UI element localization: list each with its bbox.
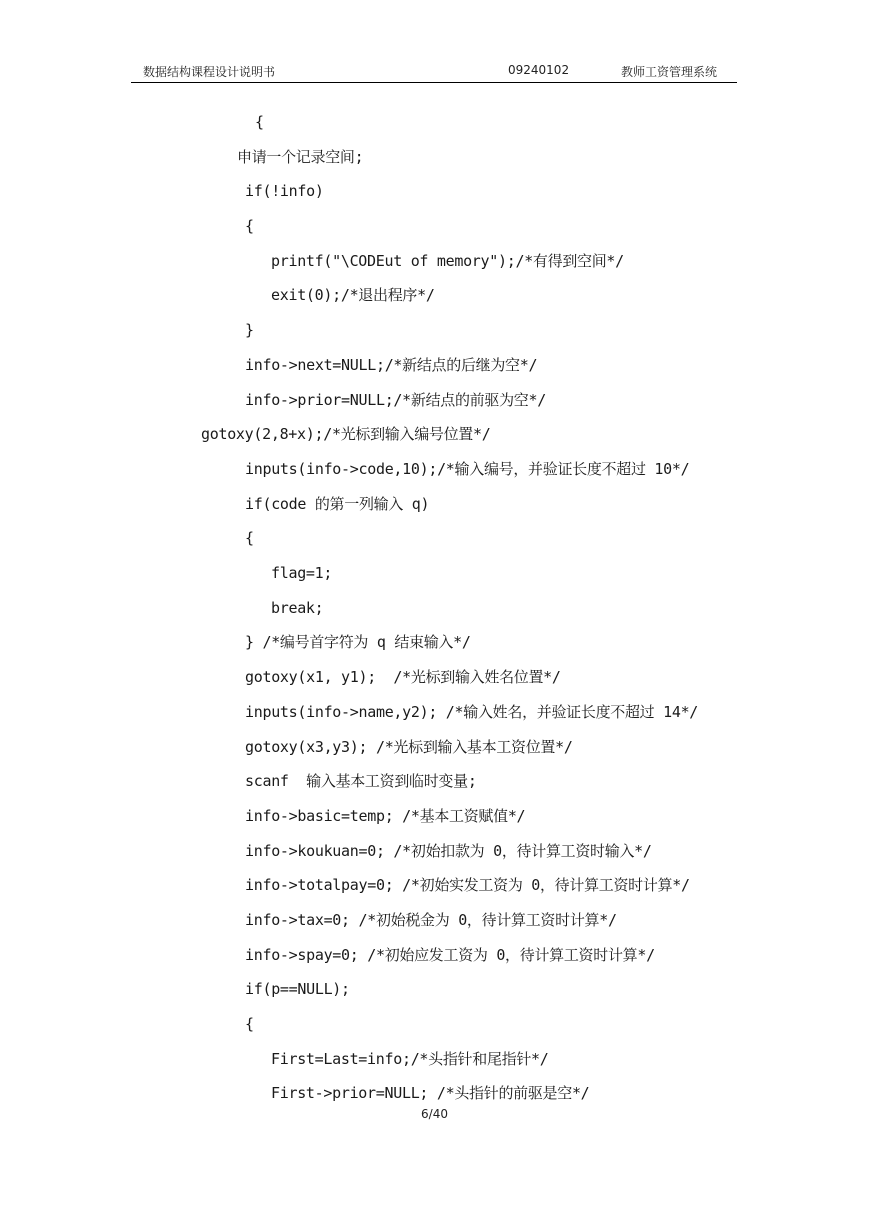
- code-line: exit(0);/*退出程序*/: [271, 286, 435, 304]
- code-line: First->prior=NULL; /*头指针的前驱是空*/: [271, 1084, 590, 1102]
- page-number: 6/40: [421, 1107, 448, 1121]
- code-line: info->tax=0; /*初始税金为 0，待计算工资时计算*/: [245, 911, 617, 929]
- code-line: if(code 的第一列输入 q): [245, 495, 430, 513]
- code-line: 申请一个记录空间;: [237, 148, 364, 166]
- code-line: info->prior=NULL;/*新结点的前驱为空*/: [245, 391, 546, 409]
- code-line: scanf 输入基本工资到临时变量;: [245, 772, 477, 790]
- code-line: break;: [271, 599, 324, 617]
- code-line: info->next=NULL;/*新结点的后继为空*/: [245, 356, 538, 374]
- code-line: info->basic=temp; /*基本工资赋值*/: [245, 807, 526, 825]
- code-line: {: [245, 529, 254, 547]
- code-line: {: [245, 217, 254, 235]
- code-line: info->koukuan=0; /*初始扣款为 0，待计算工资时输入*/: [245, 842, 652, 860]
- code-line: info->totalpay=0; /*初始实发工资为 0，待计算工资时计算*/: [245, 876, 690, 894]
- code-line: printf("\CODEut of memory");/*有得到空间*/: [271, 252, 624, 270]
- code-line: }: [245, 321, 254, 339]
- code-line: if(!info): [245, 182, 324, 200]
- code-line: if(p==NULL);: [245, 980, 350, 998]
- code-line: gotoxy(x1, y1); /*光标到输入姓名位置*/: [245, 668, 561, 686]
- header-student-id: 09240102: [508, 63, 570, 77]
- code-line: gotoxy(2,8+x);/*光标到输入编号位置*/: [201, 425, 491, 443]
- code-line: flag=1;: [271, 564, 333, 582]
- header-system-name: 教师工资管理系统: [621, 65, 718, 79]
- header-document-title: 数据结构课程设计说明书: [143, 65, 276, 79]
- code-line: gotoxy(x3,y3); /*光标到输入基本工资位置*/: [245, 738, 573, 756]
- code-line: info->spay=0; /*初始应发工资为 0，待计算工资时计算*/: [245, 946, 655, 964]
- code-line: } /*编号首字符为 q 结束输入*/: [245, 633, 471, 651]
- code-line: inputs(info->code,10);/*输入编号，并验证长度不超过 10*/: [245, 460, 690, 478]
- code-line: inputs(info->name,y2); /*输入姓名，并验证长度不超过 14*/: [245, 703, 699, 721]
- code-line: {: [245, 1015, 254, 1033]
- code-line: {: [255, 113, 264, 131]
- code-line: First=Last=info;/*头指针和尾指针*/: [271, 1050, 549, 1068]
- page-header: [131, 60, 737, 83]
